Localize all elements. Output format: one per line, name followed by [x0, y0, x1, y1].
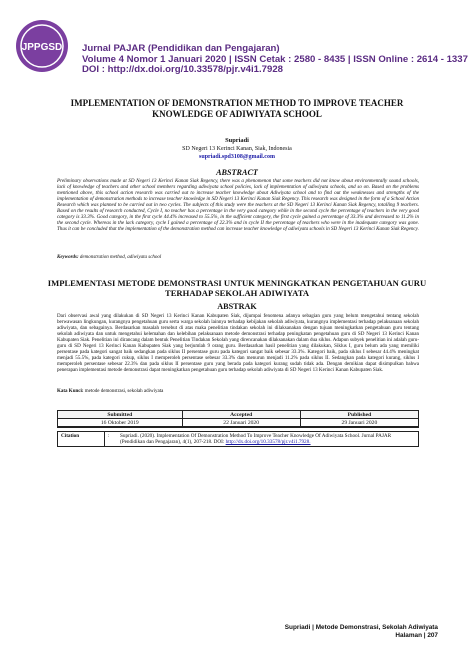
author-name: Supriadi — [225, 137, 249, 144]
page-footer — [285, 624, 438, 641]
keywords-label-en: Keywords: — [57, 255, 79, 260]
submission-dates-table — [57, 410, 419, 428]
footer-page-number: Halaman | 207 — [395, 632, 438, 640]
journal-header — [82, 43, 468, 76]
journal-name: Jurnal PAJAR (Pendidikan dan Pengajaran) — [82, 43, 280, 54]
header-published: Published — [300, 411, 418, 419]
citation-table — [57, 431, 419, 447]
footer-running-title: Supriadi | Metode Demonstrasi, Sekolah Adiwiyata — [284, 624, 438, 631]
paper-title-en: IMPLEMENTATION OF DEMONSTRATION METHOD TO IMPROVE TEACHER KNOWLEDGE OF ADIWIYATA SCHOOL — [70, 98, 404, 119]
citation-label: Citation — [58, 432, 105, 447]
keywords-label-id: Kata Kunci: — [57, 389, 84, 394]
citation-doi-link[interactable]: http://dx.doi.org/10.33578/pjr.v4i1.7928. — [225, 439, 311, 446]
abstract-id: Dari observasi awal yang dilakukan di SD Negeri 13 Kerinci Kanan Kabupaten Siak, dijumpai fenomena adanya sebagian guru yang belum mengetahui tentang sekolah berwawasan lingkungan, kurangnya pengetahuan guru serta warga sekolah lainnya terhadap kebijakan sekolah adiwiyata, kurangnya implementasi terhadap pelaksanaan sekolah adiwiyata, dan sebagainya. Berdasarkan masalah tersebut di atas maka penelitian tindakan sekolah ini dilaksanakan dengan tujuan meningkatkan pengetahuan guru tentang sekolah adiwiyata dan untuk mengetahui kelemahan dan kelebihan pelaksanaan metode demonstrasi terhadap peningkatan pengetahuan guru di SD Negeri 13 Kerinci Kanan Kabupaten Siak. Penelitian ini dirancang dalam bentuk Penelitian Tindakan Sekolah yang direncanakan dilaksanakan dalam dua siklus. Adapun subyek penelitian ini adalah guru-guru di SD Negeri 13 Kerinci Kanan Kabupaten Siak yang berjumlah 9 orang guru. Berdasarkan hasil penelitian yang dilakukan, Siklus I, guru belum ada yang memiliki persentase pada kategori sangat baik sedangkan pada siklus II persentase guru pada kategori sangat baik sebesar 33.3%. Kategori baik, pada siklus I sebesar 44.4% meningkat menjadi 55.5%, pada kategori cukup, siklus I memperoleh persentase sebesar 33.3% dan menurun menjadi 11.2% pada siklus II. Sedangkan pada kategori kurang, siklus I memperoleh persentase sebesar 22.3% dan pada siklus II persentase guru yang berada pada kategori kurang sudah tidak ada. Dengan demikian dapat disimpulkan bahwa penerapan implementasi metode demonstrasi dapat meningkatkan pengetahuan guru terhadap sekolah adiwiyata di SD Negeri 13 Kerinci Kanan Kabupaten Siak. — [57, 313, 419, 374]
citation-body: Supriadi. (2020). Implementation Of Demonstration Method To Improve Teacher Knowledge Of Adiwiyata School. Jurnal PAJAR (Pendidikan dan Pengajaran), 4(1), 207-218. DOI: — [120, 433, 392, 446]
date-submitted: 16 Oktober 2019 — [58, 419, 183, 428]
date-published: 29 Januari 2020 — [300, 419, 418, 428]
abstract-heading-en: ABSTRACT — [216, 168, 258, 177]
keywords-text-en: demonstration method, adiwiyata school — [79, 255, 162, 260]
author-affiliation: SD Negeri 13 Kerinci Kanan, Siak, Indonesia — [182, 146, 292, 152]
header-submitted: Submitted — [58, 411, 183, 419]
keywords-id — [57, 389, 419, 394]
header-accepted: Accepted — [182, 411, 300, 419]
logo-text: JPPGSD — [21, 42, 63, 53]
journal-doi[interactable]: DOI : http://dx.doi.org/10.33578/pjr.v4i1.7928 — [82, 64, 284, 76]
citation-colon: : — [105, 432, 118, 447]
keywords-en — [57, 255, 419, 260]
journal-logo — [14, 18, 70, 74]
paper-title-id: IMPLEMENTASI METODE DEMONSTRASI UNTUK MENINGKATKAN PENGETAHUAN GURU TERHADAP SEKOLAH ADIWIYATA — [47, 278, 427, 299]
date-accepted: 22 Januari 2020 — [182, 419, 300, 428]
citation-text — [117, 432, 419, 447]
abstract-heading-id: ABSTRAK — [217, 302, 257, 311]
abstract-en: Preliminary observations made at SD Negeri 13 Kerinci Kanan Siak Regency, there was a phenomenon that some teachers did not know about environmentally sound schools, lack of knowledge of teachers and other school members regarding adiwiyata school policies, lack of implementation of adiwiyata schools, and so on. Based on the problems mentioned above, this school action research was carried out to increase teacher knowledge about Adiwiyata school and to find out the weaknesses and strengths of the implementation of demonstration methods to increase teacher knowledge in SD Negeri 13 Kerinci Kanan Siak Regency. This research was designed in the form of a School Action Research which was planned to be carried out in two cycles. The subjects of this study were the teachers at the SD Negeri 13 Kerinci Kanan Siak Regency, totalling 9 teachers. Based on the results of research conducted, Cycle I, no teacher has a percentage in the very good category while in the second cycle the percentage of teachers in the very good category is 33.3%. Good category, in the first cycle 44.4% increased to 55.5%, in the sufficient category, the first cycle gained a percentage of 33.3% and decreased to 11.2% in the second cycle. Whereas in the lack category, cycle I gained a percentage of 22.3% and in cycle II the percentage of teachers who were in the inadequate category was gone. Thus it can be concluded that the implementation of the demonstration method can increase teacher knowledge of adiwiyata schools in SD Negeri 13 Kerinci Kanan Siak Regency. — [57, 178, 419, 233]
keywords-text-id: metode demonstrasi, sekolah adiwiyata — [84, 389, 164, 394]
author-email[interactable]: supriadi.spd3108@gmail.com — [199, 154, 275, 160]
journal-issue: Volume 4 Nomor 1 Januari 2020 | ISSN Cetak : 2580 - 8435 | ISSN Online : 2614 - 1337 — [82, 53, 468, 65]
